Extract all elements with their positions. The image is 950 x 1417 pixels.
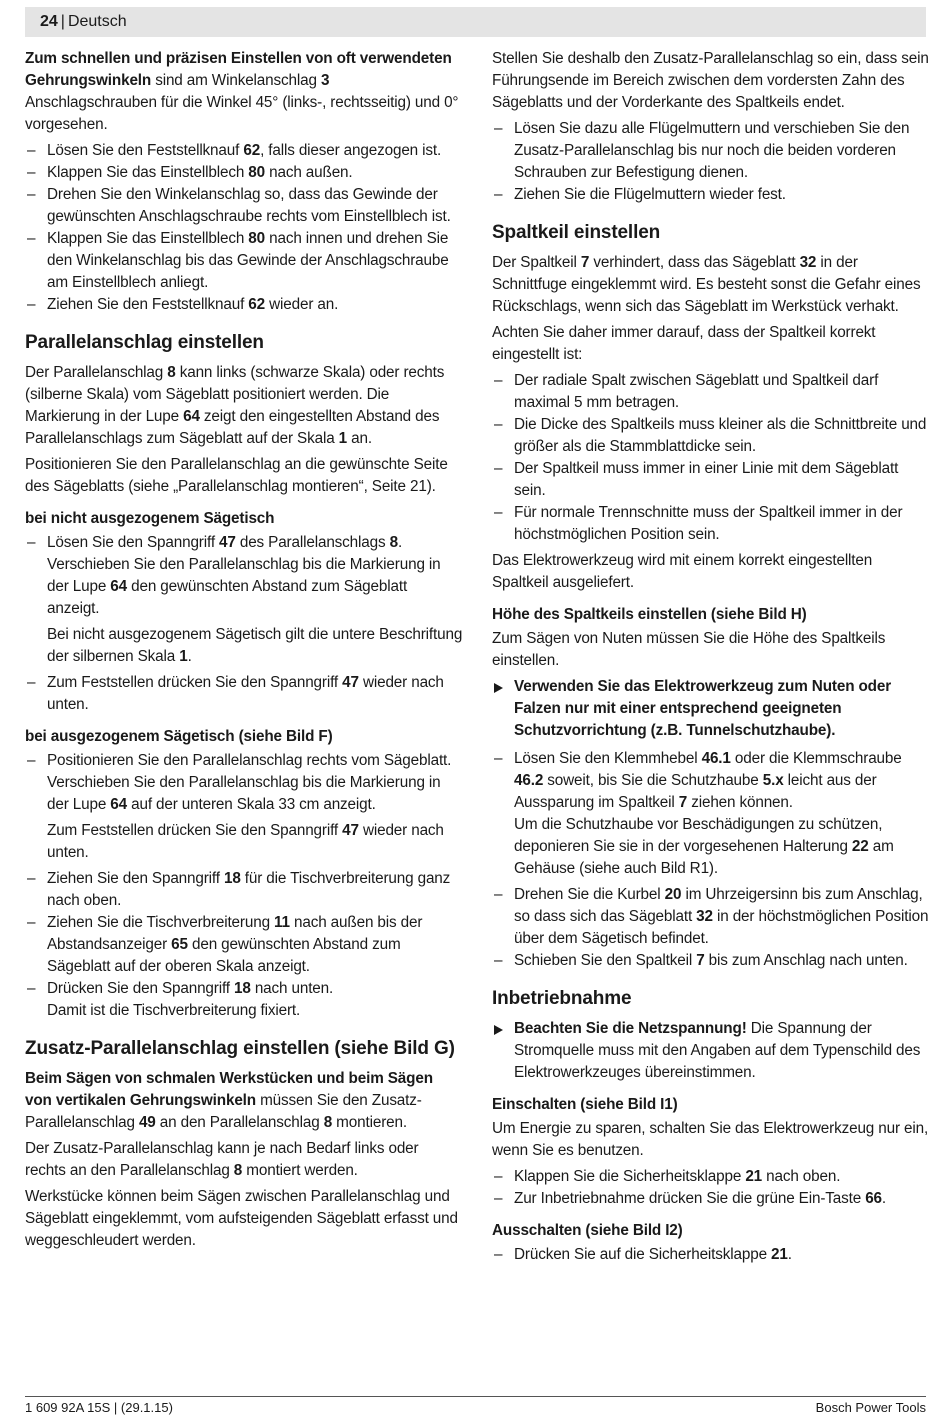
text: . [787, 1246, 792, 1263]
ref-number: 64 [110, 578, 128, 595]
text: Zur Inbetriebnahme drücken Sie die grüne Ein-Taste [514, 1190, 866, 1207]
list-item [492, 370, 930, 414]
list-item [25, 978, 463, 1022]
subheading-ausgezogen: bei ausgezogenem Sägetisch (siehe Bild F) [25, 728, 333, 745]
text: Anschlagschrauben für die Winkel 45° (links-, rechtsseitig) und 0° vorgesehen. [25, 94, 459, 133]
ref-number: 47 [342, 674, 359, 691]
dash-bullet: – [494, 120, 503, 137]
dash-bullet: – [27, 534, 36, 551]
step-list [492, 1166, 930, 1210]
section-heading-inbetriebnahme: Inbetriebnahme [492, 988, 632, 1009]
text: zeigt den eingestellten Abstand des Parallelanschlags zum Sägeblatt auf der Skala [25, 408, 440, 447]
text: leicht aus der Aussparung im Spaltkeil [514, 772, 877, 811]
text: bis zum Anschlag nach unten. [704, 952, 908, 969]
step-list [492, 118, 930, 206]
text: montiert werden. [242, 1162, 358, 1179]
dash-bullet: – [27, 164, 36, 181]
ref-number: 21 [745, 1168, 763, 1185]
list-item [25, 750, 463, 864]
footer-doc-number: 1 609 92A 15S | (29.1.15) [25, 1400, 173, 1415]
dash-bullet: – [494, 416, 503, 433]
text: Für normale Trennschnitte muss der Spaltkeil immer in der höchstmöglichen Position sein. [514, 504, 903, 543]
ref-number: 64 [183, 408, 200, 425]
section-heading-parallelanschlag: Parallelanschlag einstellen [25, 332, 264, 353]
text: Der Zusatz-Parallelanschlag kann je nach Bedarf links oder rechts an den Parallelanschlag [25, 1140, 419, 1179]
ref-number: 8 [167, 364, 176, 381]
ref-number: 20 [664, 886, 682, 903]
text: am Gehäuse (siehe auch Bild R1). [514, 838, 894, 877]
dash-bullet: – [494, 886, 503, 903]
dash-bullet: – [27, 914, 36, 931]
dash-bullet: – [494, 460, 503, 477]
text: . [881, 1190, 887, 1207]
text: Verschieben Sie den Parallelanschlag bis die Markierung in der Lupe [47, 556, 441, 595]
list-item [492, 118, 930, 184]
text: in der Schnittfuge eingeklemmt wird. Es besteht sonst die Gefahr eines Rückschlags, wenn sich das Sägeblatt im Werkstück verhakt. [492, 254, 921, 315]
ref-number: 8 [233, 1162, 243, 1179]
text: den gewünschten Abstand zum Sägeblatt anzeigt. [47, 578, 408, 617]
list-item [25, 294, 463, 316]
text: Lösen Sie dazu alle Flügelmuttern und verschieben Sie den Zusatz-Parallelanschlag bis nur noch die beiden vorderen Schrauben zur Befestigung dienen. [514, 120, 910, 181]
ref-number: 62 [243, 142, 261, 159]
text: nach innen und drehen Sie den Winkelanschlag bis das Gewinde der Anschlagschraube am Einstellblech anliegt. [47, 230, 449, 291]
text: an. [347, 430, 372, 447]
list-item [492, 1188, 930, 1210]
paragraph: Das Elektrowerkzeug wird mit einem korrekt eingestellten Spaltkeil ausgeliefert. [492, 552, 873, 591]
subheading-nicht-ausgezogen: bei nicht ausgezogenem Sägetisch [25, 510, 275, 527]
ref-number: 7 [580, 254, 590, 271]
ref-number: 66 [865, 1190, 882, 1207]
text: , falls dieser angezogen ist. [260, 142, 442, 159]
text: Der Spaltkeil muss immer in einer Linie mit dem Sägeblatt sein. [514, 460, 899, 499]
text: Lösen Sie den Klemmhebel [514, 750, 702, 767]
dash-bullet: – [27, 142, 36, 159]
requirement-list [492, 370, 930, 546]
paragraph: Achten Sie daher immer darauf, dass der Spaltkeil korrekt eingestellt ist: [492, 324, 876, 363]
text: Ziehen Sie die Tischverbreiterung [47, 914, 275, 931]
dash-bullet: – [27, 674, 36, 691]
text: nach außen. [265, 164, 353, 181]
list-item [25, 672, 463, 716]
list-item [492, 458, 930, 502]
ref-number: 5.x [762, 772, 784, 789]
step-list [25, 532, 463, 716]
text: Schieben Sie den Spaltkeil [514, 952, 697, 969]
text: Ziehen Sie den Spanngriff [47, 870, 224, 887]
text: Der radiale Spalt zwischen Sägeblatt und Spaltkeil darf maximal 5 mm betragen. [514, 372, 879, 411]
text: Drehen Sie den Winkelanschlag so, dass das Gewinde der gewünschten Anschlagschraube rechts vom Einstellblech ist. [47, 186, 451, 225]
list-item [492, 1166, 930, 1188]
text: oder die Klemmschraube [730, 750, 902, 767]
footer-divider [25, 1396, 926, 1397]
dash-bullet: – [494, 372, 503, 389]
list-item [492, 950, 930, 972]
safety-text: Verwenden Sie das Elektrowerkzeug zum Nuten oder Falzen nur mit einer entsprechend geeigneten Schutzvorrichtung (z.B. Tunnelschutzhaube). [514, 678, 892, 739]
ref-number: 18 [223, 870, 241, 887]
list-item [492, 748, 930, 880]
ref-number: 11 [274, 914, 290, 931]
dash-bullet: – [494, 1168, 503, 1185]
dash-bullet: – [494, 750, 503, 767]
list-item-continuation [47, 772, 463, 816]
step-list [25, 140, 463, 316]
dash-bullet: – [27, 186, 36, 203]
step-list [492, 1244, 930, 1266]
step-list [25, 750, 463, 1022]
text: Drehen Sie die Kurbel [514, 886, 665, 903]
text: Drücken Sie auf die Sicherheitsklappe [514, 1246, 772, 1263]
dash-bullet: – [494, 1190, 503, 1207]
list-item [25, 140, 463, 162]
text: kann links (schwarze Skala) oder rechts (silberne Skala) vom Sägeblatt positioniert werden. Die Markierung in der Lupe [25, 364, 445, 425]
text: Die Dicke des Spaltkeils muss kleiner als die Schnittbreite und größer als die Stammblattdicke sein. [514, 416, 927, 455]
ref-number: 8 [323, 1114, 333, 1131]
dash-bullet: – [494, 504, 503, 521]
step-list [492, 748, 930, 972]
text: Lösen Sie den Spanngriff [47, 534, 220, 551]
list-item [25, 162, 463, 184]
dash-bullet: – [27, 230, 36, 247]
dash-bullet: – [494, 186, 503, 203]
section-heading-zusatz-parallelanschlag: Zusatz-Parallelanschlag einstellen (siehe Bild G) [25, 1038, 455, 1059]
text: Klappen Sie das Einstellblech [47, 164, 249, 181]
text: im Uhrzeigersinn bis zum Anschlag, so dass sich das Sägeblatt [514, 886, 923, 925]
warning-triangle-icon [494, 1025, 503, 1035]
intro-bold: Zum schnellen und präzisen Einstellen von oft verwendeten Gehrungswinkeln [25, 50, 452, 89]
text: ziehen können. [687, 794, 793, 811]
text: Klappen Sie die Sicherheitsklappe [514, 1168, 746, 1185]
paragraph: Zum Sägen von Nuten müssen Sie die Höhe des Spaltkeils einstellen. [492, 630, 886, 669]
text: Um die Schutzhaube vor Beschädigungen zu schützen, deponieren Sie sie in der vorgesehenen Halterung [514, 816, 883, 855]
text: müssen Sie den Zusatz-Parallelanschlag [25, 1092, 422, 1131]
ref-number: 46.2 [514, 772, 544, 789]
ref-number: 22 [851, 838, 869, 855]
ref-number: 47 [342, 822, 359, 839]
ref-number: 64 [110, 796, 128, 813]
list-item [492, 1244, 930, 1266]
ref-number: 1 [338, 430, 348, 447]
list-item [25, 868, 463, 912]
text: auf der unteren Skala 33 cm anzeigt. [127, 796, 376, 813]
list-item [492, 184, 930, 206]
ref-number: 1 [179, 648, 188, 665]
list-item [25, 912, 463, 978]
list-item-continuation [514, 814, 930, 880]
page-number: 24 [40, 13, 58, 30]
text: an den Parallelanschlag [155, 1114, 324, 1131]
text: Drücken Sie den Spanngriff [47, 980, 234, 997]
text: wieder an. [265, 296, 339, 313]
ref-number: 62 [248, 296, 265, 313]
subheading-einschalten: Einschalten (siehe Bild I1) [492, 1096, 678, 1113]
list-item-note [47, 820, 463, 864]
list-item-note [47, 624, 463, 668]
section-heading-spaltkeil: Spaltkeil einstellen [492, 222, 661, 243]
paragraph: Stellen Sie deshalb den Zusatz-Parallelanschlag so ein, dass sein Führungsende im Bereich zwischen dem vordersten Zahn des Sägeblatts und der Vorderkante des Spaltkeils endet. [492, 50, 929, 111]
text: des Parallelanschlags [235, 534, 390, 551]
text: für die Tischverbreiterung ganz nach oben. [47, 870, 451, 909]
text: Ziehen Sie die Flügelmuttern wieder fest. [514, 186, 786, 203]
dash-bullet: – [27, 296, 36, 313]
text: nach oben. [762, 1168, 841, 1185]
list-item-continuation [47, 554, 463, 620]
text: nach unten. [250, 980, 334, 997]
safety-bold: Beachten Sie die Netzspannung! [514, 1020, 747, 1037]
left-column [25, 48, 463, 1256]
text: Verschieben Sie den Parallelanschlag bis die Markierung in der Lupe [47, 774, 441, 813]
text: Klappen Sie das Einstellblech [47, 230, 249, 247]
header-separator: | [60, 13, 65, 30]
list-item [25, 228, 463, 294]
dash-bullet: – [494, 1246, 503, 1263]
dash-bullet: – [494, 952, 503, 969]
text: Ziehen Sie den Feststellknauf [47, 296, 249, 313]
ref-number: 32 [799, 254, 817, 271]
text: Zum Feststellen drücken Sie den Spanngriff [47, 822, 343, 839]
ref-number: 80 [248, 230, 266, 247]
ref-number: 7 [696, 952, 705, 969]
ref-number: 3 [320, 72, 330, 89]
paragraph: Werkstücke können beim Sägen zwischen Parallelanschlag und Sägeblatt eingeklemmt, vom aufsteigenden Sägeblatt erfasst und weggeschleudert werden. [25, 1188, 458, 1249]
list-item-continuation: Damit ist die Tischverbreiterung fixiert. [47, 1002, 301, 1019]
subheading-hoehe-spaltkeil: Höhe des Spaltkeils einstellen (siehe Bild H) [492, 606, 807, 623]
text: Zum Feststellen drücken Sie den Spanngriff [47, 674, 343, 691]
text: verhindert, dass das Sägeblatt [589, 254, 800, 271]
ref-number: 47 [219, 534, 236, 551]
list-item [492, 502, 930, 546]
list-item [492, 884, 930, 950]
dash-bullet: – [27, 870, 36, 887]
safety-notice [492, 1018, 930, 1084]
ref-number: 65 [171, 936, 188, 953]
ref-number: 21 [771, 1246, 788, 1263]
ref-number: 80 [248, 164, 266, 181]
text: soweit, bis Sie die Schutzhaube [543, 772, 763, 789]
intro-paragraph [25, 48, 463, 136]
text: Positionieren Sie den Parallelanschlag rechts vom Sägeblatt. [47, 752, 452, 769]
paragraph [492, 252, 930, 318]
list-item [492, 414, 930, 458]
text: Lösen Sie den Feststellknauf [47, 142, 244, 159]
text: in der höchstmöglichen Position über dem Sägetisch befindet. [514, 908, 929, 947]
text: montieren. [332, 1114, 407, 1131]
paragraph [25, 1138, 463, 1182]
right-column [492, 48, 930, 1270]
ref-number: 8 [389, 534, 398, 551]
paragraph [25, 362, 463, 450]
text: sind am Winkelanschlag [151, 72, 321, 89]
text: Der Parallelanschlag [25, 364, 168, 381]
text: . [397, 534, 403, 551]
list-item [25, 532, 463, 668]
ref-number: 46.1 [701, 750, 731, 767]
subheading-ausschalten: Ausschalten (siehe Bild I2) [492, 1222, 683, 1239]
bold-lead: Beim Sägen von schmalen Werkstücken und beim Sägen von vertikalen Gehrungswinkeln [25, 1070, 433, 1109]
dash-bullet: – [27, 980, 36, 997]
text: . [187, 648, 192, 665]
text: Die Spannung der Stromquelle muss mit den Angaben auf dem Typenschild des Elektrowerkzeuges übereinstimmen. [514, 1020, 921, 1081]
ref-number: 7 [678, 794, 688, 811]
ref-number: 32 [696, 908, 713, 925]
list-item [25, 184, 463, 228]
text: Bei nicht ausgezogenem Sägetisch gilt die untere Beschriftung der silbernen Skala [47, 626, 463, 665]
paragraph: Positionieren Sie den Parallelanschlag an die gewünschte Seite des Sägeblatts (siehe „Parallelanschlag montieren“, Seite 21). [25, 456, 448, 495]
paragraph: Um Energie zu sparen, schalten Sie das Elektrowerkzeug nur ein, wenn Sie es benutzen. [492, 1120, 929, 1159]
warning-triangle-icon [494, 683, 503, 693]
text: Der Spaltkeil [492, 254, 581, 271]
dash-bullet: – [27, 752, 36, 769]
ref-number: 49 [138, 1114, 156, 1131]
text: nach außen bis der Abstandsanzeiger [47, 914, 423, 953]
footer-brand: Bosch Power Tools [815, 1400, 926, 1415]
page-header [25, 7, 926, 37]
header-language: Deutsch [67, 13, 127, 30]
safety-notice [492, 676, 930, 742]
paragraph [25, 1068, 463, 1134]
ref-number: 18 [234, 980, 251, 997]
text: wieder nach unten. [47, 822, 444, 861]
text: den gewünschten Abstand zum Sägeblatt auf der oberen Skala anzeigt. [47, 936, 401, 975]
text: wieder nach unten. [47, 674, 444, 713]
